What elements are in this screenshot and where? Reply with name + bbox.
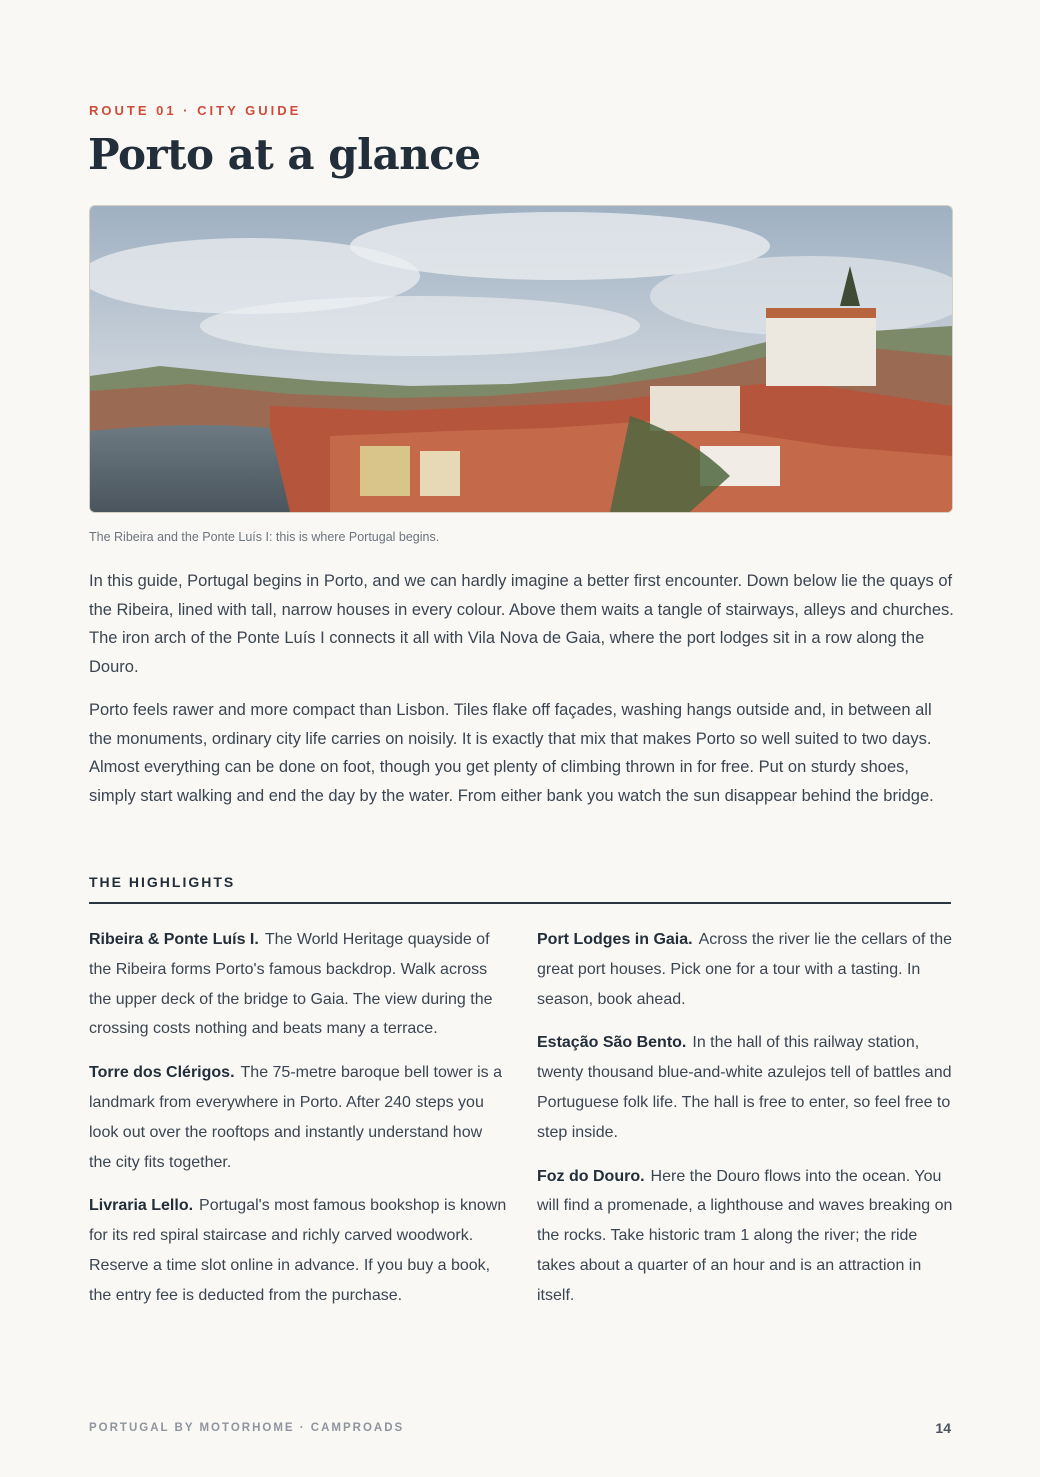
highlights-column-left — [89, 925, 507, 1325]
porto-panorama-photo — [89, 205, 953, 513]
highlight-name: Estação São Bento. — [537, 1034, 687, 1052]
highlight-item — [537, 1028, 955, 1147]
highlight-text: Portugal's most famous bookshop is known for its red spiral staircase and richly carved woodwork. Reserve a time slot online in advance. If you buy a book, the entry fee is deducted from the purchase. — [89, 1197, 507, 1304]
highlight-text: The 75-metre baroque bell tower is a landmark from everywhere in Porto. After 240 steps you look out over the rooftops and instantly understand how the city fits together. — [89, 1064, 502, 1171]
highlight-item — [89, 1191, 507, 1310]
intro-paragraph-1: In this guide, Portugal begins in Porto, and we can hardly imagine a better first encounter. Down below lie the quays of the Ribeira, lined with tall, narrow houses in every colour. Above them waits a tangle of stairways, alleys and churches. The iron arch of the Ponte Luís I connects it all with Vila Nova de Gaia, where the port lodges sit in a row along the Douro. — [89, 572, 954, 676]
highlights-divider — [89, 902, 951, 904]
highlight-text: The World Heritage quayside of the Ribeira forms Porto's famous backdrop. Walk across the upper deck of the bridge to Gaia. The view during the crossing costs nothing and beats many a terrace. — [89, 931, 493, 1038]
highlight-name: Livraria Lello. — [89, 1197, 194, 1215]
photo-caption: The Ribeira and the Ponte Luís I: this is where Portugal begins. — [89, 530, 440, 544]
highlight-item — [89, 925, 507, 1044]
highlight-text: In the hall of this railway station, twenty thousand blue-and-white azulejos tell of battles and Portuguese folk life. The hall is free to enter, so feel free to step inside. — [537, 1034, 952, 1141]
highlight-name: Torre dos Clérigos. — [89, 1064, 235, 1082]
highlight-name: Foz do Douro. — [537, 1167, 645, 1185]
highlight-text: Here the Douro flows into the ocean. You will find a promenade, a lighthouse and waves breaking on the rocks. Take historic tram 1 along the river; the ride takes about a quarter of an hour and is an attraction in itself. — [537, 1167, 953, 1304]
page-title: Porto at a glance — [88, 130, 481, 179]
highlight-item — [537, 1162, 955, 1311]
highlights-column-right — [537, 925, 955, 1325]
highlight-item — [537, 925, 955, 1014]
highlight-item — [89, 1058, 507, 1177]
section-eyebrow: ROUTE 01 · CITY GUIDE — [89, 103, 302, 118]
intro-paragraph-2: Porto feels rawer and more compact than Lisbon. Tiles flake off façades, washing hangs outside and, in between all the monuments, ordinary city life carries on noisily. It is exactly that mix that makes Porto so well suited to two days. Almost everything can be done on foot, though you get plenty of climbing thrown in for free. Put on sturdy shoes, simply start walking and end the day by the water. From either bank you watch the sun disappear behind the bridge. — [89, 701, 934, 805]
highlights-heading: THE HIGHLIGHTS — [89, 874, 236, 890]
highlight-name: Port Lodges in Gaia. — [537, 931, 693, 948]
footer-publication: PORTUGAL BY MOTORHOME · CAMPROADS — [89, 1422, 405, 1434]
highlight-name: Ribeira & Ponte Luís I. — [89, 931, 259, 948]
page-number: 14 — [935, 1420, 951, 1436]
highlight-text: Across the river lie the cellars of the great port houses. Pick one for a tour with a tasting. In season, book ahead. — [537, 931, 953, 1008]
